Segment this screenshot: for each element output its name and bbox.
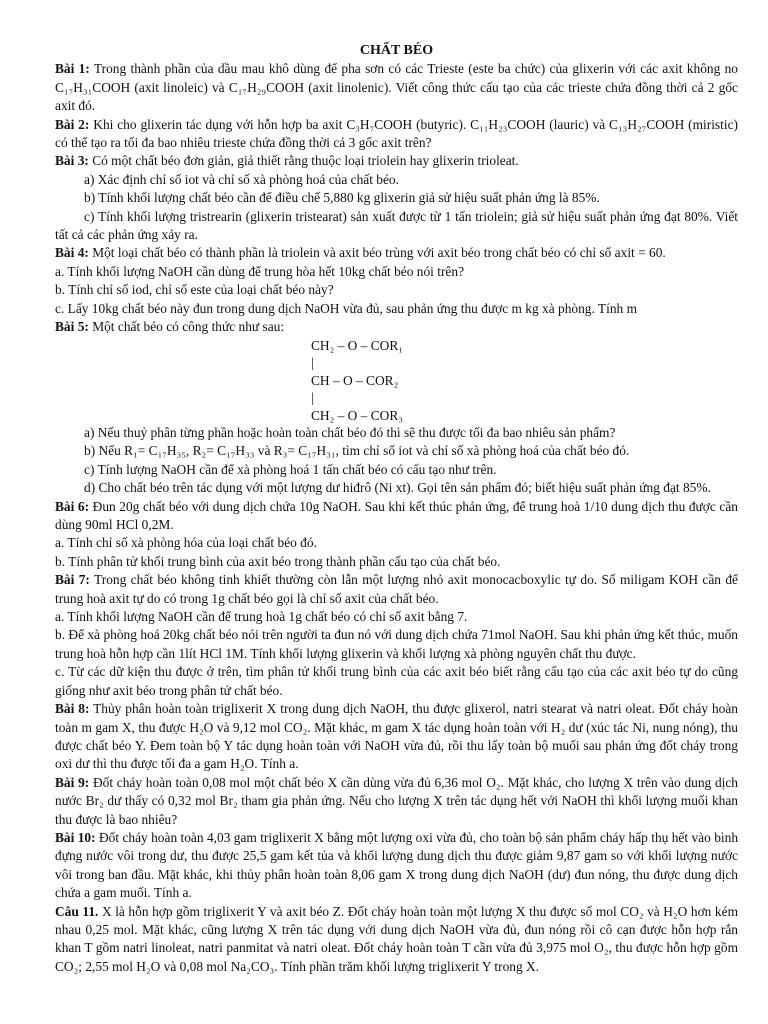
exercise-6: [55, 498, 738, 535]
exercise-label: Bài 5:: [55, 319, 89, 335]
exercise-5: [55, 318, 738, 336]
exercise-7: [55, 571, 738, 608]
formula-line-1: CH₂ – O – COR₁: [311, 337, 403, 353]
formula-bond-1: |: [311, 355, 314, 370]
exercise-text: Đốt cháy hoàn toàn 0,08 mol một chất béo X cần dùng vừa đủ 6,36 mol O₂. Mặt khác, cho lượng X trên vào dung dịch nước Br₂ dư thấy có 0,32 mol Br₂ tham gia phản ứng. Nếu cho lượng X trên tác dụng hết với NaOH thì khối lượng muối khan thu được là bao nhiêu?: [55, 774, 738, 827]
exercise-text: Đốt cháy hoàn toàn 4,03 gam triglixerit X bằng một lượng oxi vừa đủ, cho toàn bộ sản phẩm cháy hấp thụ hết vào bình đựng nước vôi trong dư, thu được 25,5 gam kết tủa và khối lượng dung dịch thu được giảm 9,87 gam so với khối lượng nước vôi trong ban đầu. Mặt khác, khi thủy phân hoàn toàn 8,06 gam X trong dung dịch NaOH (dư) đun nóng, thu được dung dịch chứa a gam muối. Tính a.: [55, 829, 739, 901]
exercise-3: [55, 152, 738, 170]
exercise-5-part-c: c) Tính lượng NaOH cần để xà phòng hoá 1 tấn chất béo có cấu tạo như trên.: [84, 461, 497, 477]
exercise-8: [55, 700, 738, 774]
exercise-5-part-d: d) Cho chất béo trên tác dụng với một lượng dư hiđrô (Ni xt). Gọi tên sản phẩm đó; biết hiệu suất phản ứng đạt 85%.: [84, 480, 711, 496]
exercise-text: Có một chất béo đơn giản, giả thiết rằng thuộc loại triolein hay glixerin trioleat.: [88, 153, 519, 169]
exercise-text: Thủy phân hoàn toàn triglixerit X trong dung dịch NaOH, thu được glixerol, natri stearat và natri oleat. Đốt cháy hoàn toàn m gam X, thu được H₂O và 9,12 mol CO₂. Mặt khác, m gam X tác dụng hoàn toàn với H₂ dư (xúc tác Ni, nung nóng), thu được chất béo Y. Đem toàn bộ Y tác dụng hoàn toàn với NaOH vừa đủ, rồi thu lấy toàn bộ muối sau phản ứng đốt cháy trong oxi dư thì thu được tối đa a gam H₂O. Tính a.: [55, 701, 738, 772]
page-title: CHẤT BÉO: [359, 43, 434, 58]
exercise-3-part-c: c) Tính khối lượng tristrearin (glixerin tristearat) sản xuất được từ 1 tấn triolein; giả sử hiệu suất phản ứng đạt 80%. Viết tất cả các phản ứng xảy ra.: [55, 208, 738, 243]
exercise-3-part-b: b) Tính khối lượng chất béo cần để điều chế 5,880 kg glixerin giả sử hiệu suất phản ứng là 85%.: [84, 190, 600, 206]
exercise-label: Câu 11.: [55, 903, 99, 919]
exercise-text: Khi cho glixerin tác dụng với hỗn hợp ba axit C₃H₇COOH (butyric). C₁₁H₂₃COOH (lauric) và C₁₃H₂₇COOH (miristic) có thể tạo ra tối đa bao nhiêu trieste chứa đồng thời cả 3 gốc axit trên?: [55, 116, 738, 151]
exercise-5-part-b: b) Nếu R₁= C₁₇H₃₅, R₂= C₁₇H₃₃ và R₃= C₁₇H₃₁, tìm chỉ số iot và chỉ số xà phòng hoá của chất béo đó.: [84, 443, 630, 459]
exercise-7-part-a: a. Tính khối lượng NaOH cần để trung hoà 1g chất béo có chỉ số axit bằng 7.: [55, 609, 468, 625]
exercise-label: Bài 8:: [55, 701, 90, 717]
exercise-7-part-c: c. Từ các dữ kiện thu được ở trên, tìm phân tử khối trung bình của các axit béo biết rằng cấu tạo của các axit béo tự do cũng giống như axit béo trong phân tử chất béo.: [55, 664, 738, 698]
exercise-label: Bài 9:: [55, 774, 90, 790]
exercise-9: [55, 774, 738, 829]
formula-line-2: CH – O – COR₂: [311, 372, 399, 388]
exercise-text: X là hỗn hợp gồm triglixerit Y và axit béo Z. Đốt cháy hoàn toàn một lượng X thu được số mol CO₂ và H₂O hơn kém nhau 0,25 mol. Mặt khác, cũng lượng X trên tác dụng với dung dịch NaOH vừa đủ, đun nóng rồi cô cạn được hỗn hợp rắn khan T gồm natri linoleat, natri panmitat và natri oleat. Đốt cháy hoàn toàn T cần vừa đủ 3,975 mol O₂, thu được hỗn hợp gồm CO₂; 2,55 mol H₂O và 0,08 mol Na₂CO₃. Tính phần trăm khối lượng triglixerit Y trong X.: [55, 903, 738, 974]
question-11: [55, 903, 738, 977]
exercise-label: Bài 3:: [55, 153, 89, 169]
exercise-label: Bài 1:: [55, 61, 90, 77]
exercise-7-part-b: b. Để xà phòng hoá 20kg chất béo nói trên người ta đun nó với dung dịch chứa 71mol NaOH. Sau khi phản ứng kết thúc, muốn trung hoà hỗn hợp cần 1lít HCl 1M. Tính khối lượng glixerin và khối lượng xà phòng nguyên chất thu được.: [55, 627, 738, 661]
exercise-text: Trong thành phần của dầu mau khô dùng để pha sơn có các Trieste (este ba chức) của glixerin với các axit không no C₁₇H₃₁COOH (axit linoleic) và C₁₇H₂₉COOH (axit linolenic). Viết công thức cấu tạo của các trieste chứa đồng thời cả 2 gốc axit đó.: [55, 61, 738, 114]
exercise-1: [55, 60, 738, 115]
exercise-label: Bài 4:: [55, 245, 89, 261]
formula-bond-2: |: [311, 390, 314, 405]
exercise-6-part-a: a. Tính chỉ số xà phòng hóa của loại chất béo đó.: [55, 535, 317, 551]
exercise-5-part-a: a) Nếu thuỷ phân từng phần hoặc hoàn toàn chất béo đó thì sẽ thu được tối đa bao nhiêu sản phẩm?: [84, 425, 616, 440]
exercise-label: Bài 2:: [55, 116, 90, 132]
exercise-3-part-a: a) Xác định chỉ số iot và chỉ số xà phòng hoá của chất béo.: [84, 171, 399, 187]
exercise-text: Một loại chất béo có thành phần là triolein và axit béo trùng với axit béo trong chất béo có chỉ số axit = 60.: [88, 245, 666, 261]
exercise-label: Bài 10:: [55, 829, 96, 845]
exercise-4-part-b: b. Tính chỉ số iod, chỉ số este của loại chất béo này?: [55, 282, 334, 298]
exercise-label: Bài 6:: [55, 498, 90, 514]
exercise-4-part-a: a. Tính khối lượng NaOH cần dùng để trung hòa hết 10kg chất béo nói trên?: [55, 263, 465, 279]
exercise-6-part-b: b. Tính phân tử khối trung bình của axit béo trong thành phần cấu tạo của chất béo.: [55, 553, 501, 569]
exercise-2: [55, 116, 738, 153]
exercise-label: Bài 7:: [55, 572, 90, 588]
exercise-text: Trong chất béo không tinh khiết thường còn lẫn một lượng nhỏ axit monocacboxylic tự do. Số miligam KOH cần để trung hoà axit tự do có trong 1g chất béo gọi là chỉ số axit của chất béo.: [55, 572, 738, 606]
structural-formula: [311, 337, 738, 425]
exercise-4: [55, 244, 738, 262]
exercise-text: Một chất béo có công thức như sau:: [88, 319, 285, 335]
exercise-text: Đun 20g chất béo với dung dịch chứa 10g NaOH. Sau khi kết thúc phản ứng, để trung hoà 1/10 dung dịch thu được cần dùng 90ml HCl 0,2M.: [55, 498, 738, 533]
exercise-4-part-c: c. Lấy 10kg chất béo này đun trong dung dịch NaOH vừa đủ, sau phản ứng thu được m kg xà phòng. Tính m: [55, 300, 637, 316]
exercise-10: [55, 829, 738, 903]
formula-line-3: CH₂ – O – COR₃: [311, 407, 403, 423]
